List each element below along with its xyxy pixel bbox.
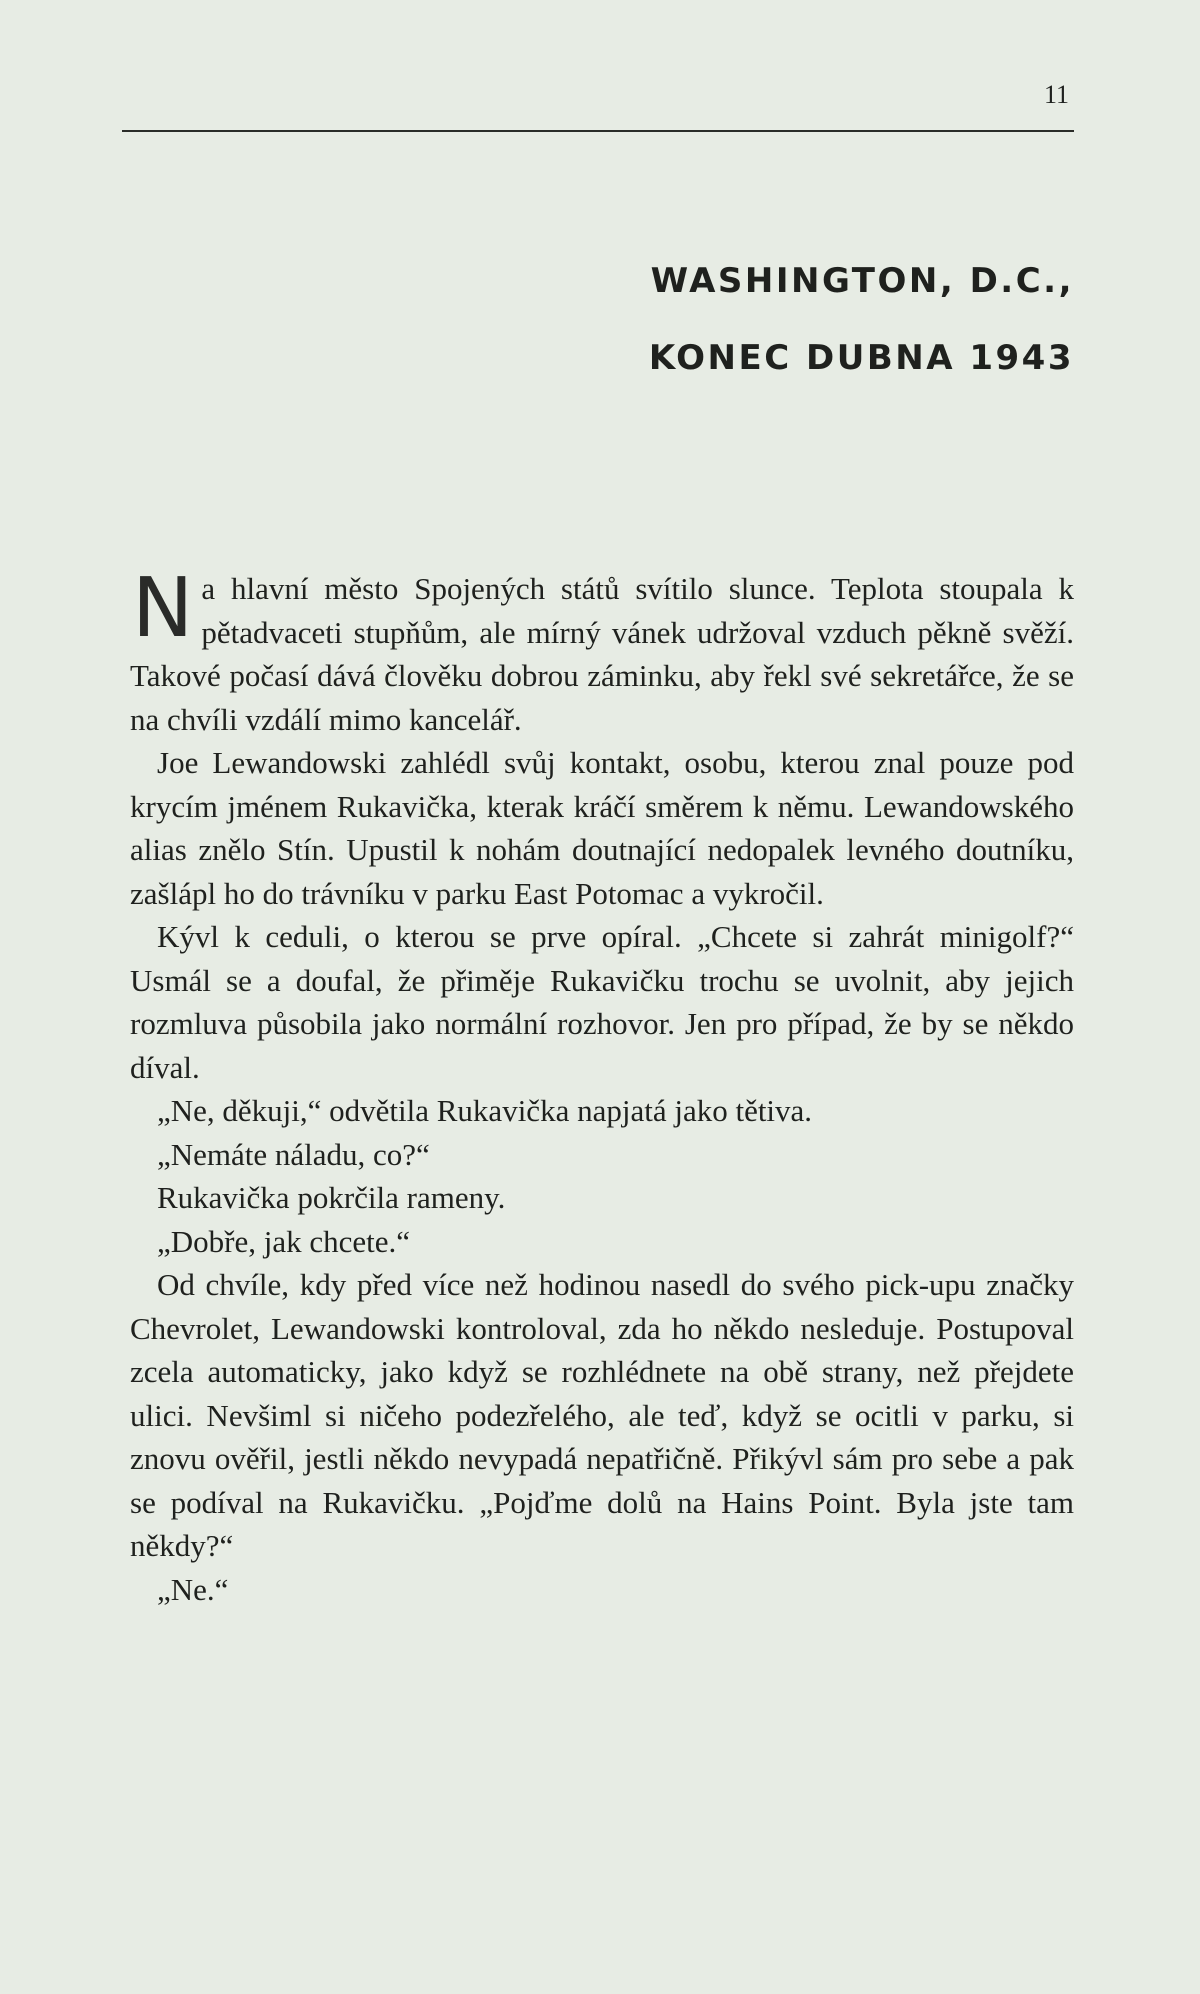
body-text xyxy=(130,561,1074,1611)
chapter-heading xyxy=(649,243,1074,397)
paragraph: „Ne, děkuji,“ odvětila Rukavička napjatá jako tětiva. xyxy=(157,1093,813,1128)
paragraph: Joe Lewandowski zahlédl svůj kontakt, osobu, kterou znal pouze pod krycím jménem Rukavička, kterak kráčí směrem k němu. Lewandowského alias znělo Stín. Upustil k nohám doutnající nedopalek levného doutníku, zašlápl ho do trávníku v parku East Potomac a vykročil. xyxy=(130,745,1074,911)
paragraph: „Dobře, jak chcete.“ xyxy=(157,1223,411,1259)
paragraph-text: a hlavní město Spojených států svítilo slunce. Teplota stoupala k pětadvaceti stupňům, ale mírný vánek udržoval vzduch pěkně svěží. Takové počasí dává člověku dobrou záminku, aby řekl své sekretářce, že se na chvíli vzdálí mimo kancelář. xyxy=(130,571,1074,737)
paragraph: Kývl k ceduli, o kterou se prve opíral. „Chcete si zahrát minigolf?“ Usmál se a doufal, že přiměje Rukavičku trochu se uvolnit, aby jejich rozmluva působila jako normální rozhovor. Jen pro případ, že by se někdo díval. xyxy=(130,919,1074,1085)
paragraph: Od chvíle, kdy před více než hodinou nasedl do svého pick-upu značky Chevrolet, Lewandowski kontroloval, zda ho někdo nesleduje. Postupoval zcela automaticky, jako když se rozhlédnete na obě strany, než přejdete ulici. Nevšiml si ničeho podezřelého, ale teď, když se ocitli v parku, si znovu ověřil, jestli někdo nevypadá nepatřičně. Přikývl sám pro sebe a pak se podíval na Rukavičku. „Pojďme dolů na Hains Point. Byla jste tam někdy?“ xyxy=(130,1267,1074,1563)
chapter-heading-place: WASHINGTON, D.C., xyxy=(650,261,1074,301)
paragraph: „Nemáte náladu, co?“ xyxy=(157,1136,430,1172)
paragraph: „Ne.“ xyxy=(157,1571,229,1607)
paragraph xyxy=(130,561,1074,741)
chapter-heading-date: KONEC DUBNA 1943 xyxy=(648,338,1074,378)
drop-cap: N xyxy=(132,561,194,656)
paragraph: Rukavička pokrčila rameny. xyxy=(157,1180,506,1215)
header-rule xyxy=(122,130,1074,132)
page-number: 11 xyxy=(1043,80,1069,109)
